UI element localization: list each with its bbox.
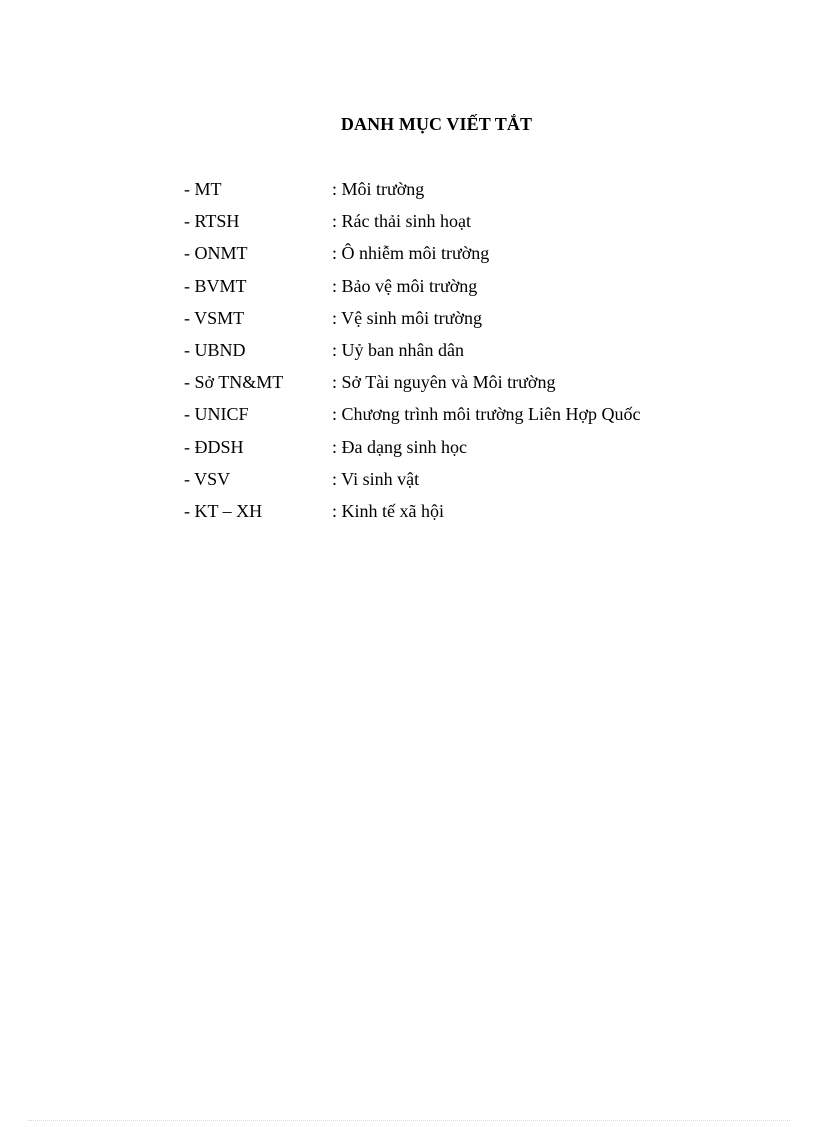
abbreviation-meaning: : Môi trường bbox=[332, 179, 425, 199]
list-item bbox=[184, 403, 641, 435]
list-item bbox=[184, 307, 641, 339]
list-item bbox=[184, 275, 641, 307]
abbreviation: - MT bbox=[184, 179, 222, 199]
abbreviation-meaning: : Đa dạng sinh học bbox=[332, 436, 467, 457]
abbreviation-meaning: : Sở Tài nguyên và Môi trường bbox=[332, 372, 556, 393]
abbreviation-meaning: : Ô nhiễm môi trường bbox=[332, 243, 490, 264]
list-item bbox=[184, 371, 641, 403]
abbreviation: - BVMT bbox=[184, 275, 247, 296]
page-title: DANH MỤC VIẾT TẮT bbox=[340, 114, 533, 134]
abbreviation-meaning: : Bảo vệ môi trường bbox=[332, 275, 478, 296]
abbreviation: - UNICF bbox=[184, 404, 249, 425]
list-item bbox=[184, 500, 641, 532]
abbreviation: - ONMT bbox=[184, 243, 248, 264]
page-bottom-divider bbox=[28, 1120, 790, 1121]
abbreviation: - ĐDSH bbox=[184, 436, 244, 457]
list-item bbox=[184, 436, 641, 468]
abbreviation-meaning: : Vi sinh vật bbox=[332, 468, 420, 489]
abbreviation: - UBND bbox=[184, 339, 246, 360]
abbreviation-list bbox=[184, 178, 641, 532]
abbreviation: - KT – XH bbox=[184, 500, 263, 521]
abbreviation: - VSMT bbox=[184, 307, 245, 328]
abbreviation: - Sở TN&MT bbox=[184, 372, 284, 393]
list-item bbox=[184, 178, 641, 210]
abbreviation: - VSV bbox=[184, 468, 231, 489]
abbreviation-meaning: : Rác thải sinh hoạt bbox=[332, 211, 471, 232]
abbreviation-meaning: : Chương trình môi trường Liên Hợp Quốc bbox=[332, 404, 641, 425]
abbreviation-meaning: : Uỷ ban nhân dân bbox=[332, 339, 464, 360]
list-item bbox=[184, 339, 641, 371]
abbreviation: - RTSH bbox=[184, 211, 240, 232]
list-item bbox=[184, 242, 641, 274]
list-item bbox=[184, 210, 641, 242]
list-item bbox=[184, 468, 641, 500]
abbreviation-meaning: : Vệ sinh môi trường bbox=[332, 307, 482, 328]
abbreviation-meaning: : Kinh tế xã hội bbox=[332, 500, 444, 521]
